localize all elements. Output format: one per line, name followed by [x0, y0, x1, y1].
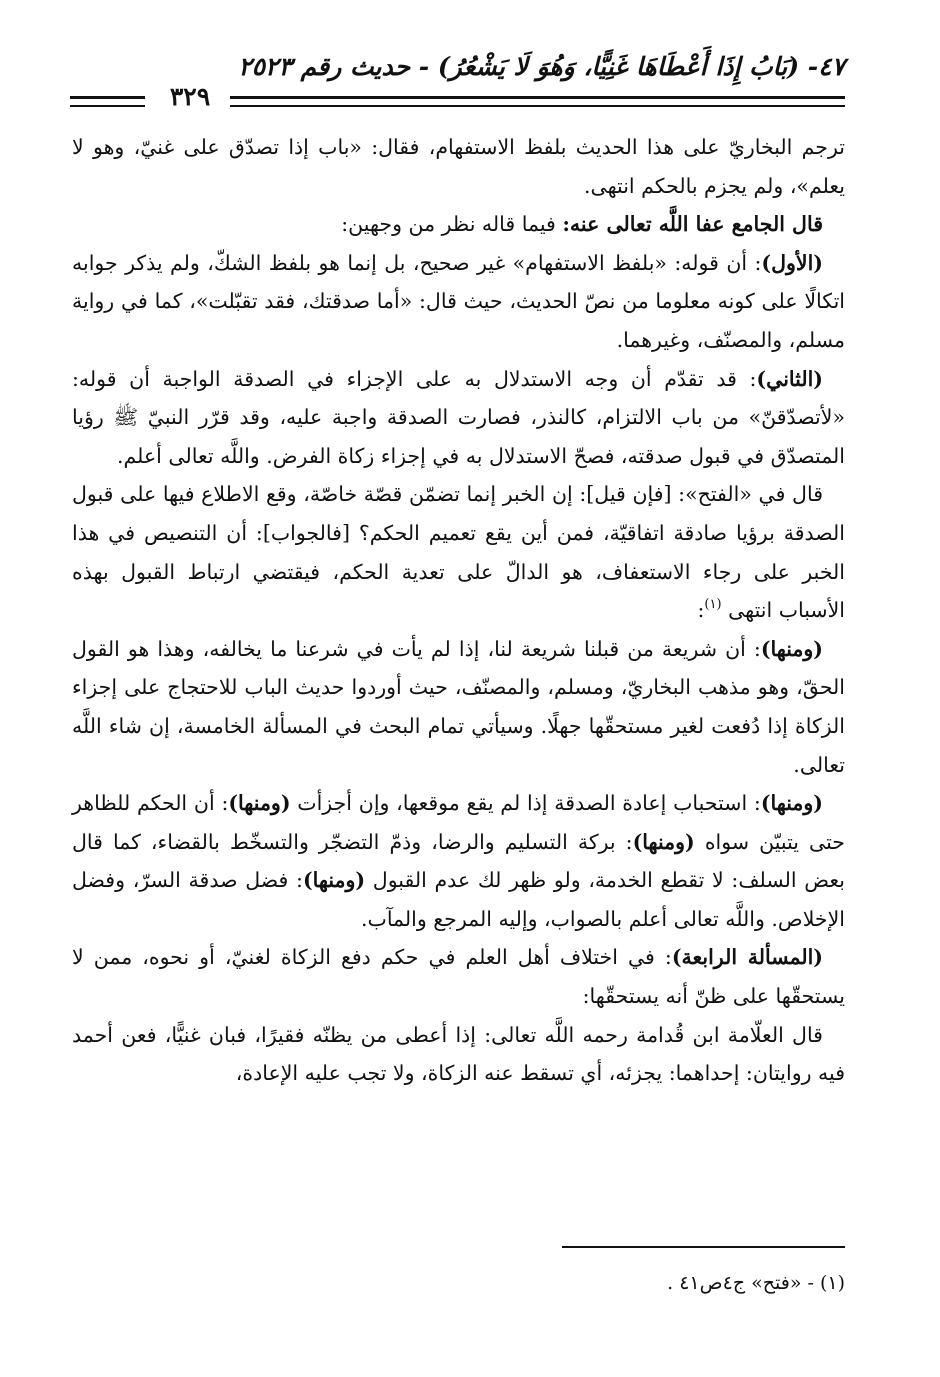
paragraph-text: : استحباب إعادة الصدقة إذا لم يقع موقعها، وإن أجزأت: [290, 791, 761, 816]
point-label: (الثاني): [756, 366, 823, 391]
paragraph-text: : فضل صدقة السرّ، وفضل الإخلاص. واللَّه تعالى أعلم بالصواب، وإليه المرجع والمآب.: [72, 868, 845, 931]
paragraph-text: : أن شريعة من قبلنا شريعة لنا، إذا لم يأت في شرعنا ما يخالفه، وهذا هو القول الحقّ، وهو مذهب البخاريّ، ومسلم، والمصنّف، حيث أوردوا حديث الباب للاحتجاج على إجزاء الزكاة إذا دُفعت لغير مستحقّها جهلًا. وسيأتي تمام البحث في المسألة الخامسة، إن شاء اللَّه تعالى.: [72, 636, 845, 777]
paragraph-text: فيما قاله نظر من وجهين:: [341, 212, 563, 237]
point-label: (ومنها): [760, 791, 824, 816]
footnote: (١) - «فتح» ج٤ص٤١ .: [667, 1272, 845, 1294]
point-label: (ومنها): [302, 868, 366, 893]
paragraph-text: قال العلّامة ابن قُدامة رحمه اللَّه تعالى: إذا أعطى من يظنّه فقيرًا، فبان غنيًّا، فعن أحمد فيه روايتان: إحداهما: يجزئه، أي تسقط عنه الزكاة، ولا تجب عليه الإعادة،: [72, 1022, 845, 1086]
page-number-rule: [70, 96, 145, 107]
paragraph-text: : أن الحكم للظاهر حتى يتبيّن سواه: [72, 791, 845, 854]
main-text: [72, 128, 845, 1093]
paragraph: [72, 244, 845, 360]
paragraph-text: : أن قوله: «بلفظ الاستفهام» غير صحيح، بل إنما هو بلفظ الشكّ، ولم يذكر جوابه اتكالًا على كونه معلوما من نصّ الحديث، حيث قال: «أما صدقتك، فقد تقبّلت»، كما في رواية مسلم، والمصنّف، وغيرهما.: [72, 250, 845, 352]
footnote-separator: [562, 1246, 845, 1248]
section-heading: (المسألة الرابعة): [671, 945, 823, 970]
paragraph-text: : قد تقدّم أن وجه الاستدلال به على الإجزاء في الصدقة الواجبة أن قوله: «لأتصدّقنّ» من باب الالتزام، كالنذر، فصارت الصدقة واجبة عليه، وقد قرّر النبيّ ﷺ رؤيا المتصدّق في قبول صدقته، فصحّ الاستدلال به في إجزاء زكاة الفرض. واللَّه تعالى أعلم.: [72, 366, 845, 468]
paragraph-text: قال في «الفتح»: [فإن قيل]: إن الخبر إنما تضمّن قصّة خاصّة، وقع الاطلاع فيها على قبول الصدقة برؤيا صادقة اتفاقيّة، فمن أين يقع تعميم الحكم؟ [فالجواب]: أن التنصيص في هذا الخبر على رجاء الاستعفاف، هو الدالّ على تعدية الحكم، فيقتضي ارتباط القبول بهذه الأسباب انتهى: [72, 482, 845, 623]
paragraph: [72, 205, 845, 244]
paragraph: [72, 784, 845, 938]
point-label: (ومنها): [632, 829, 695, 854]
speaker-label: قال الجامع عفا اللَّه تعالى عنه:: [562, 212, 823, 237]
paragraph: [72, 360, 845, 476]
point-label: (الأول): [761, 250, 823, 275]
point-label: (ومنها): [760, 636, 823, 661]
header-rule: [230, 96, 845, 107]
paragraph-text: : في اختلاف أهل العلم في حكم دفع الزكاة لغنيّ، أو نحوه، ممن لا يستحقّها على ظنّ أنه يستحقّها:: [72, 945, 845, 1009]
point-label: (ومنها): [228, 791, 291, 816]
paragraph: [72, 938, 845, 1015]
paragraph-text: ترجم البخاريّ على هذا الحديث بلفظ الاستفهام، فقال: «باب إذا تصدّق على غنيّ، وهو لا يعلم»، ولم يجزم بالحكم انتهى.: [72, 135, 845, 198]
footnote-reference[interactable]: (١): [704, 597, 722, 613]
paragraph: [72, 1016, 845, 1093]
paragraph-text: : بركة التسليم والرضا، وذمّ التضجّر والتسخّط بالقضاء، كما قال بعض السلف: لا تقطع الخدمة، ولو ظهر لك عدم القبول: [72, 829, 845, 893]
paragraph: [72, 630, 845, 784]
running-title: ٤٧- (بَابُ إِذَا أَعْطَاهَا غَنِيًّا، وَهُوَ لَا يَشْعُرُ) - حديث رقم ٢٥٢٣: [238, 52, 845, 81]
paragraph: [72, 128, 845, 205]
paragraph: قال في «الفتح»: [فإن قيل]: إن الخبر إنما تضمّن قصّة خاصّة، وقع الاطلاع فيها على قبول الصدقة برؤيا صادقة اتفاقيّة، فمن أين يقع تعميم الحكم؟ [فالجواب]: أن التنصيص في هذا الخبر على رجاء الاستعفاف، هو الدالّ على تعدية الحكم، فيقتضي ارتباط القبول بهذه الأسباب انتهى $^{(١)}$:: [72, 482, 845, 623]
page-number: ٣٢٩: [169, 82, 211, 111]
